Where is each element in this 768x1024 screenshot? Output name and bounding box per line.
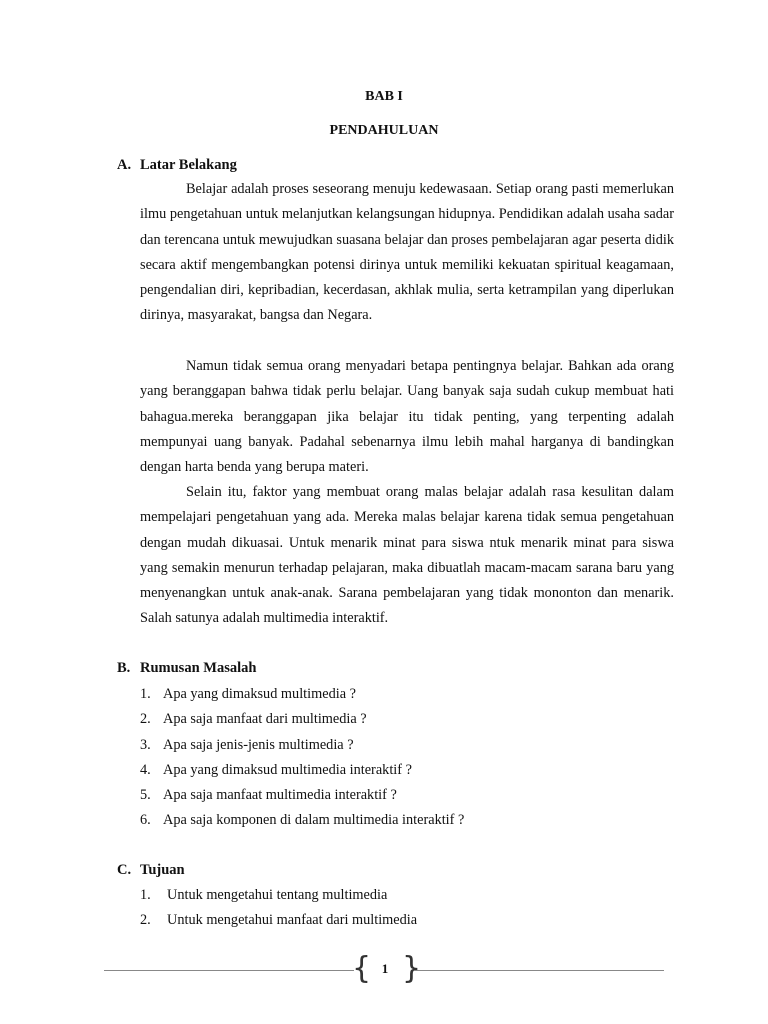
list-item bbox=[140, 908, 417, 933]
objective-list bbox=[140, 883, 417, 934]
section-c-letter: C. bbox=[117, 862, 132, 878]
item-number: 6. bbox=[140, 812, 151, 829]
right-brace-ornament: } bbox=[402, 951, 422, 986]
list-item bbox=[140, 758, 464, 783]
item-number: 2. bbox=[140, 912, 151, 929]
list-item bbox=[140, 707, 464, 732]
item-text: Apa saja komponen di dalam multimedia interaktif ? bbox=[163, 812, 465, 829]
background-paragraph-2: Namun tidak semua orang menyadari betapa pentingnya belajar. Bahkan ada orang yang beranggapan bahwa tidak perlu belajar. Uang banyak saja sudah cukup membuat hati bahagua.mereka beranggapan jika belajar itu tidak penting, yang terpenting adalah mempunyai uang banyak. Padahal sebenarnya ilmu lebih mahal harganya di bandingkan dengan harta benda yang berupa materi. bbox=[140, 358, 674, 476]
list-item bbox=[140, 733, 464, 758]
item-number: 1. bbox=[140, 887, 151, 903]
background-paragraph-1: Belajar adalah proses seseorang menuju kedewasaan. Setiap orang pasti memerlukan ilmu pengetahuan untuk melanjutkan kelangsungan hidupnya. Pendidikan adalah usaha sadar dan terencana untuk mewujudkan suasana belajar dan proses pembelajaran agar peserta didik secara aktif mengembangkan potensi dirinya untuk memiliki kekuatan spiritual keagamaan, pengendalian diri, kepribadian, kecerdasan, akhlak mulia, serta ketrampilan yang diperlukan dirinya, masyarakat, bangsa dan Negara. bbox=[140, 181, 674, 324]
page-footer bbox=[0, 950, 768, 994]
left-brace-ornament: { bbox=[352, 951, 372, 986]
problem-list bbox=[140, 682, 464, 834]
section-b-letter: B. bbox=[117, 660, 131, 676]
chapter-number: BAB I bbox=[365, 89, 403, 104]
section-a-heading bbox=[117, 157, 237, 174]
section-c-title: Tujuan bbox=[140, 862, 185, 878]
page-number: 1 bbox=[381, 961, 389, 976]
section-b-heading bbox=[117, 660, 256, 677]
item-text: Untuk mengetahui manfaat dari multimedia bbox=[167, 912, 418, 929]
item-text: Apa saja jenis-jenis multimedia ? bbox=[163, 736, 354, 753]
item-text: Untuk mengetahui tentang multimedia bbox=[167, 887, 388, 903]
item-number: 2. bbox=[140, 711, 151, 728]
section-a-letter: A. bbox=[117, 157, 132, 173]
item-number: 5. bbox=[140, 787, 151, 804]
list-item bbox=[140, 808, 464, 833]
item-text: Apa yang dimaksud multimedia interaktif ? bbox=[163, 761, 412, 778]
item-text: Apa saja manfaat dari multimedia ? bbox=[163, 711, 367, 728]
list-item bbox=[140, 783, 464, 808]
item-number: 3. bbox=[140, 736, 151, 753]
item-text: Apa yang dimaksud multimedia ? bbox=[163, 686, 356, 702]
item-text: Apa saja manfaat multimedia interaktif ? bbox=[163, 787, 397, 804]
list-item bbox=[140, 883, 417, 908]
section-a-title: Latar Belakang bbox=[140, 157, 237, 173]
background-paragraph-3: Selain itu, faktor yang membuat orang malas belajar adalah rasa kesulitan dalam mempelajari pengetahuan yang ada. Mereka malas belajar karena tidak semua pengetahuan dengan mudah dikuasai. Untuk menarik minat para siswa ntuk menarik minat para siswa yang semakin menurun terhadap pelajaran, maka dibuatlah macam-macam sarana baru yang menyenangkan untuk anak-anak. Sarana pembelajaran yang tidak mononton dan menarik. Salah satunya adalah multimedia interaktif. bbox=[140, 484, 674, 627]
footer-rule-left bbox=[104, 970, 354, 971]
section-b-title: Rumusan Masalah bbox=[140, 660, 257, 676]
item-number: 1. bbox=[140, 686, 151, 702]
item-number: 4. bbox=[140, 761, 151, 778]
section-c-heading bbox=[117, 862, 185, 879]
list-item bbox=[140, 682, 464, 707]
chapter-title: PENDAHULUAN bbox=[329, 123, 439, 138]
footer-rule-right bbox=[414, 970, 664, 971]
